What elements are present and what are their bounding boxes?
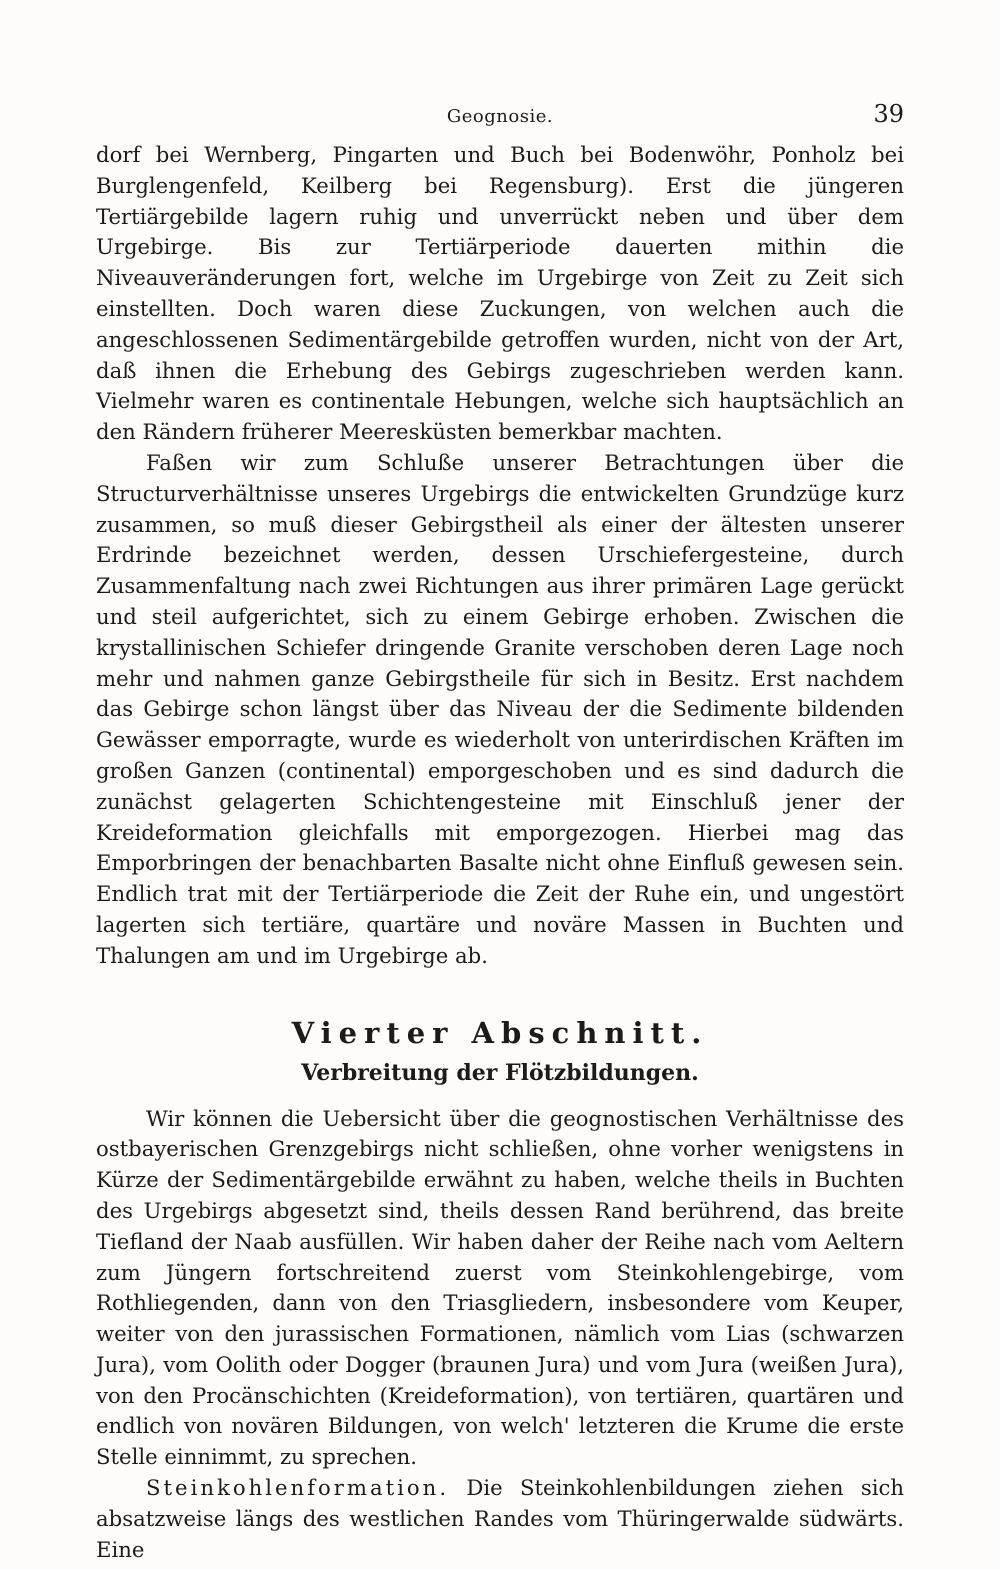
page-number: 39 (873, 100, 904, 128)
page-header (96, 100, 904, 140)
paragraph (96, 1473, 904, 1565)
paragraph: dorf bei Wernberg, Pingarten und Buch bei Bodenwöhr, Ponholz bei Burglengenfeld, Keilberg bei Regensburg). Erst die jüngeren Tertiärgebilde lagern ruhig und unverrückt neben und über dem Urgebirge. Bis zur Tertiärperiode dauerten mithin die Niveauveränderungen fort, welche im Urgebirge von Zeit zu Zeit sich einstellten. Doch waren diese Zuckungen, von welchen auch die angeschlossenen Sedimentärgebilde getroffen wurden, nicht von der Art, daß ihnen die Erhebung des Gebirgs zugeschrieben werden kann. Vielmehr waren es continentale Hebungen, welche sich hauptsächlich an den Rändern früherer Meeresküsten bemerkbar machten. (96, 142, 904, 445)
paragraph: Wir können die Uebersicht über die geognostischen Verhältnisse des ostbayerischen Grenzgebirgs nicht schließen, ohne vorher wenigstens in Kürze der Sedimentärgebilde erwähnt zu haben, welche theils in Buchten des Urgebirgs abgesetzt sind, theils dessen Rand berührend, das breite Tiefland der Naab ausfüllen. Wir haben daher der Reihe nach vom Aeltern zum Jüngern fortschreitend zuerst vom Steinkohlengebirge, vom Rothliegenden, dann von den Triasgliedern, insbesondere vom Keuper, weiter von den jurassischen Formationen, nämlich vom Lias (schwarzen Jura), vom Oolith oder Dogger (braunen Jura) und vom Jura (weißen Jura), von den Procänschichten (Kreideformation), von tertiären, quartären und endlich von novären Bildungen, von welch' letzteren die Krume die erste Stelle einnimmt, zu sprechen. (96, 1105, 904, 1470)
paragraph: Faßen wir zum Schluße unserer Betrachtungen über die Structurverhältnisse unseres Urgebirgs die entwickelten Grundzüge kurz zusammen, so muß dieser Gebirgstheil als einer der ältesten unserer Erdrinde bezeichnet werden, dessen Urschiefergesteine, durch Zusammenfaltung nach zwei Richtungen aus ihrer primären Lage gerückt und steil aufgerichtet, sich zu einem Gebirge erhoben. Zwischen die krystallinischen Schiefer dringende Granite verschoben deren Lage noch mehr und nahmen ganze Gebirgstheile für sich in Besitz. Erst nachdem das Gebirge schon längst über das Niveau der die Sedimente bildenden Gewässer emporragte, wurde es wiederholt von unterirdischen Kräften im großen Ganzen (continental) emporgeschoben und es sind dadurch die zunächst gelagerten Schichtengesteine mit Einschluß jener der Kreideformation gleichfalls mit emporgezogen. Hierbei mag das Emporbringen der benachbarten Basalte nicht ohne Einfluß gewesen sein. Endlich trat mit der Tertiärperiode die Zeit der Ruhe ein, und ungestört lagerten sich tertiäre, quartäre und noväre Massen in Buchten und Thalungen am und im Urgebirge ab. (96, 449, 904, 968)
paragraph-text: Die Steinkohlenbildungen ziehen sich absatzweise längs des westlichen Randes vom Thüringerwalde südwärts. Eine (96, 1475, 904, 1562)
running-head: Geognosie. (446, 106, 554, 127)
body-text (96, 140, 904, 1565)
section-subtitle: Verbreitung der Flötzbildungen. (301, 1059, 699, 1086)
book-page (96, 100, 904, 1565)
paragraph-lead-term: Steinkohlenformation. (146, 1475, 450, 1501)
section-title: Vierter Abschnitt. (291, 1015, 709, 1050)
